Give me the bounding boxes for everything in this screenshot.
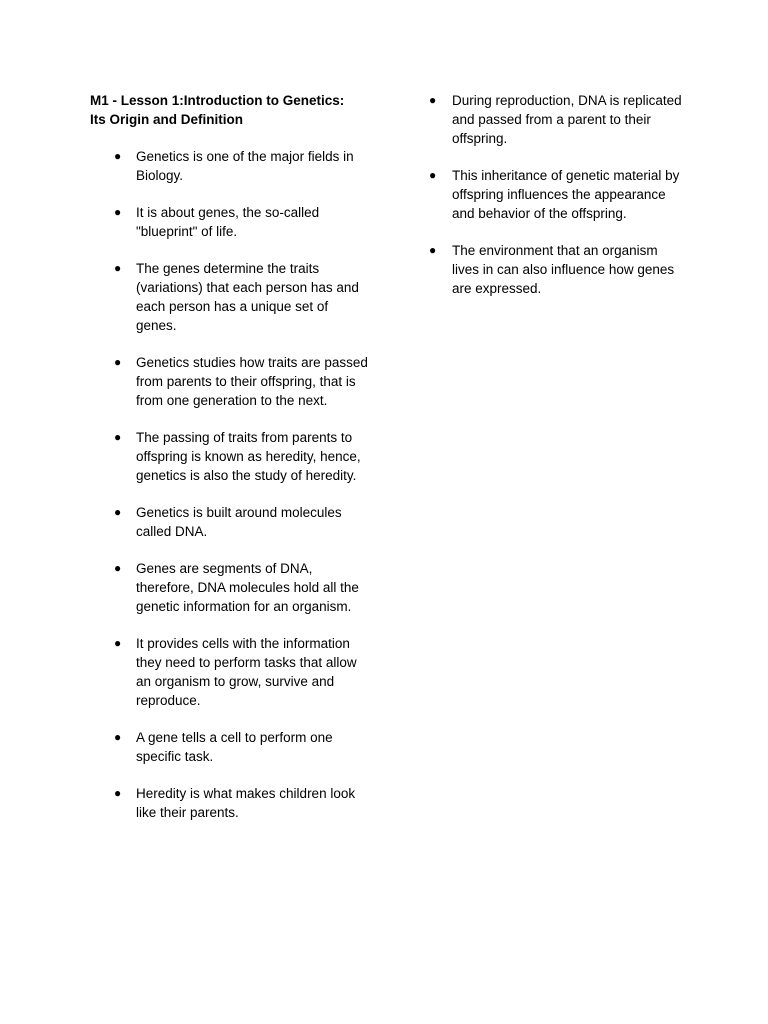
- right-column: [428, 91, 683, 316]
- list-item-text: The genes determine the traits (variations) that each person has and each person has a unique set of genes.: [136, 261, 359, 333]
- list-item-text: Genetics is built around molecules called DNA.: [136, 505, 342, 539]
- list-item: [90, 503, 370, 541]
- list-item-text: Genetics studies how traits are passed from parents to their offspring, that is from one generation to the next.: [136, 355, 368, 408]
- left-bullet-list: [90, 147, 370, 822]
- list-item-text: Genes are segments of DNA, therefore, DNA molecules hold all the genetic information for an organism.: [136, 561, 359, 614]
- list-item-text: The passing of traits from parents to offspring is known as heredity, hence, genetics is also the study of heredity.: [136, 430, 361, 483]
- list-item-text: Genetics is one of the major fields in Biology.: [136, 149, 354, 183]
- list-item: [90, 203, 370, 241]
- list-item-text: It is about genes, the so-called "blueprint" of life.: [136, 205, 320, 239]
- bullet-icon: ●: [114, 786, 122, 800]
- list-item: [428, 241, 683, 298]
- bullet-icon: ●: [114, 149, 122, 163]
- left-column: [90, 91, 370, 840]
- list-item: [90, 634, 370, 710]
- list-item: [90, 428, 370, 485]
- right-bullet-list: [428, 91, 683, 298]
- list-item-text: The environment that an organism lives in can also influence how genes are expressed.: [452, 243, 675, 296]
- bullet-icon: ●: [429, 93, 437, 107]
- list-item-text: A gene tells a cell to perform one specific task.: [136, 730, 333, 764]
- list-item: [90, 259, 370, 335]
- bullet-icon: ●: [429, 168, 437, 182]
- bullet-icon: ●: [114, 430, 122, 444]
- list-item-text: This inheritance of genetic material by offspring influences the appearance and behavior of the offspring.: [452, 168, 680, 221]
- bullet-icon: ●: [114, 561, 122, 575]
- bullet-icon: ●: [114, 261, 122, 275]
- bullet-icon: ●: [114, 355, 122, 369]
- bullet-icon: ●: [429, 243, 437, 257]
- bullet-icon: ●: [114, 636, 122, 650]
- list-item-text: Heredity is what makes children look like their parents.: [136, 786, 356, 820]
- document-title: M1 - Lesson 1:Introduction to Genetics: Its Origin and Definition: [90, 93, 345, 127]
- list-item: [428, 91, 683, 148]
- bullet-icon: ●: [114, 505, 122, 519]
- bullet-icon: ●: [114, 205, 122, 219]
- list-item-text: During reproduction, DNA is replicated and passed from a parent to their offspring.: [452, 93, 682, 146]
- list-item: [428, 166, 683, 223]
- list-item-text: It provides cells with the information they need to perform tasks that allow an organism to grow, survive and reproduce.: [136, 636, 357, 708]
- list-item: [90, 147, 370, 185]
- bullet-icon: ●: [114, 730, 122, 744]
- list-item: [90, 559, 370, 616]
- list-item: [90, 784, 370, 822]
- list-item: [90, 728, 370, 766]
- list-item: [90, 353, 370, 410]
